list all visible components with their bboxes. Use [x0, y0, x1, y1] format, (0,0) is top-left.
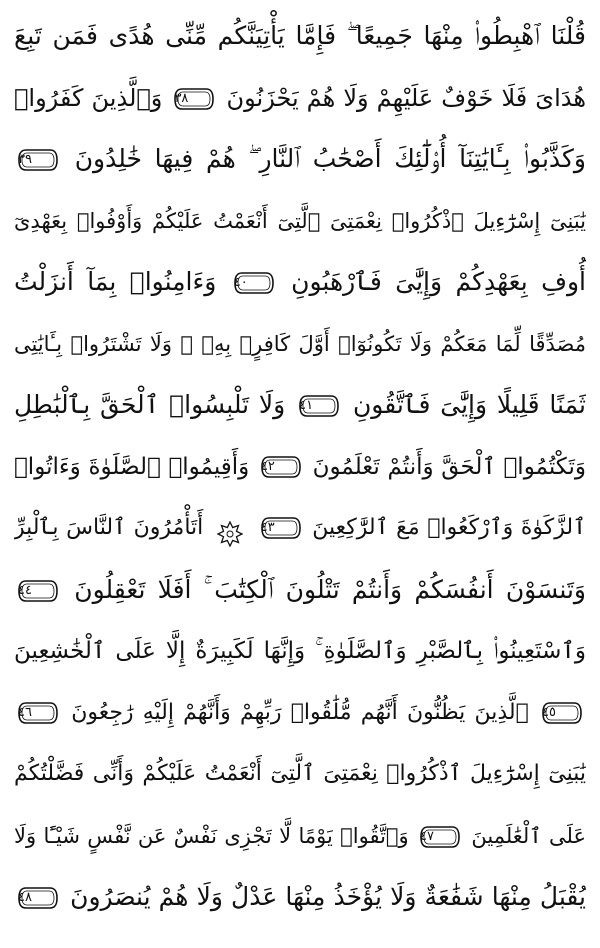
text-line — [14, 256, 586, 308]
text-line — [14, 564, 586, 616]
verse-text: وَتَنسَوْنَ أَنفُسَكُمْ وَأَنتُمْ تَتْلُونَ ٱلْكِتَٰبَ ۚ أَفَلَا تَعْقِلُونَ — [74, 574, 586, 604]
ayah-number: ٤٦ — [18, 704, 32, 720]
ayah-number-marker — [420, 824, 460, 850]
ayah-number: ٤٣ — [260, 520, 275, 535]
ayah-number-marker — [18, 700, 58, 726]
text-line — [14, 10, 586, 62]
ayah-number-marker — [18, 885, 58, 911]
ayah-number-marker — [18, 578, 58, 604]
verse-text: أَتَأْمُرُونَ ٱلنَّاسَ بِٱلْبِرِّ — [14, 515, 204, 540]
text-line — [14, 441, 586, 493]
verse-text: وَءَامِنُوا۟ بِمَآ أَنزَلْتُ — [14, 267, 217, 296]
ayah-number: ٤٢ — [260, 459, 275, 474]
ayah-number-marker — [542, 700, 582, 726]
text-line — [14, 379, 586, 431]
verse-text: يُقْبَلُ مِنْهَا شَفَٰعَةٌ وَلَا يُؤْخَذُ مِنْهَا عَدْلٌ وَلَا هُمْ يُنصَرُونَ — [70, 882, 586, 911]
ayah-number-marker — [299, 393, 339, 419]
ayah-number: ٤١ — [299, 398, 314, 413]
text-line — [14, 133, 586, 185]
verse-text: ٱلزَّكَوٰةَ وَٱرْكَعُوا۟ مَعَ ٱلرَّٰكِعِينَ — [312, 515, 586, 540]
verse-text: عَلَى ٱلْعَٰلَمِينَ — [471, 823, 586, 848]
ayah-number-marker — [18, 147, 58, 173]
verse-text: ثَمَنًا قَلِيلًا وَإِيَّٰىَ فَٱتَّقُونِ — [352, 390, 586, 419]
text-line — [14, 72, 586, 124]
ayah-number: ٤٥ — [542, 704, 556, 720]
text-line — [14, 871, 586, 923]
verse-text: ٱلَّذِينَ يَظُنُّونَ أَنَّهُم مُّلَٰقُوا۟ رَبِّهِمْ وَأَنَّهُمْ إِلَيْهِ رَٰجِعُونَ — [71, 699, 529, 725]
verse-text: قُلْنَا ٱهْبِطُوا۟ مِنْهَا جَمِيعًا ۖ فَإِمَّا يَأْتِيَنَّكُم مِّنِّى هُدًى فَمَن تَبِعَ — [14, 21, 586, 50]
ayah-number: ٣٩ — [18, 152, 32, 167]
text-line — [14, 195, 586, 247]
verse-text: وَٱلَّذِينَ كَفَرُوا۟ — [14, 83, 163, 112]
verse-text: مُصَدِّقًا لِّمَا مَعَكُمْ وَلَا تَكُونُوٓا۟ أَوَّلَ كَافِرٍۭ بِهِۦ ۖ وَلَا تَشْتَرُوا۟ بِـَٔايَٰتِى — [14, 331, 586, 356]
verse-text: وَلَا تَلْبِسُوا۟ ٱلْحَقَّ بِٱلْبَٰطِلِ — [14, 390, 286, 419]
verse-text: هُدَاىَ فَلَا خَوْفٌ عَلَيْهِمْ وَلَا هُمْ يَحْزَنُونَ — [226, 83, 586, 112]
ayah-number: ٤٧ — [420, 828, 434, 844]
text-line — [14, 318, 586, 370]
verse-text: وَأَقِيمُوا۟ ٱلصَّلَوٰةَ وَءَاتُوا۟ — [14, 453, 250, 480]
text-line — [14, 625, 586, 677]
ayah-number: ٤٨ — [18, 890, 32, 905]
verse-text: يَٰبَنِىٓ إِسْرَٰٓءِيلَ ٱذْكُرُوا۟ نِعْمَتِىَ ٱلَّتِىٓ أَنْعَمْتُ عَلَيْكُمْ وَأَنِّى فَضَّلْتُكُمْ — [14, 761, 586, 786]
verse-text: أُوفِ بِعَهْدِكُمْ وَإِيَّٰىَ فَٱرْهَبُونِ — [291, 267, 586, 296]
ayah-number-marker — [174, 86, 214, 112]
verse-text: وَٱسْتَعِينُوا۟ بِٱلصَّبْرِ وَٱلصَّلَوٰةِ ۚ وَإِنَّهَا لَكَبِيرَةٌ إِلَّا عَلَى ٱلْخَٰشِعِينَ — [14, 638, 586, 664]
text-line — [14, 748, 586, 800]
text-line — [14, 687, 586, 739]
ayah-number-marker — [261, 454, 301, 480]
verse-text: وَكَذَّبُوا۟ بِـَٔايَٰتِنَآ أُو۟لَٰٓئِكَ أَصْحَٰبُ ٱلنَّارِ ۖ هُمْ فِيهَا خَٰلِدُونَ — [74, 144, 586, 173]
text-line — [14, 502, 586, 554]
ayah-number: ٣٨ — [174, 90, 189, 106]
hizb-star-icon — [217, 515, 243, 541]
verse-text: وَتَكْتُمُوا۟ ٱلْحَقَّ وَأَنتُمْ تَعْلَمُونَ — [312, 453, 586, 480]
ayah-number: ٤٤ — [18, 582, 32, 598]
ayah-number-marker — [261, 515, 301, 541]
ayah-number: ٤٠ — [233, 275, 248, 290]
verse-text: وَٱتَّقُوا۟ يَوْمًا لَّا تَجْزِى نَفْسٌ عَن نَّفْسٍ شَيْـًٔا وَلَا — [14, 823, 409, 848]
verse-text: يَٰبَنِىٓ إِسْرَٰٓءِيلَ ٱذْكُرُوا۟ نِعْمَتِىَ ٱلَّتِىٓ أَنْعَمْتُ عَلَيْكُمْ وَأَوْفُوا۟ بِعَهْدِىٓ — [14, 208, 586, 233]
text-line — [14, 810, 586, 862]
ayah-number-marker — [234, 270, 274, 296]
